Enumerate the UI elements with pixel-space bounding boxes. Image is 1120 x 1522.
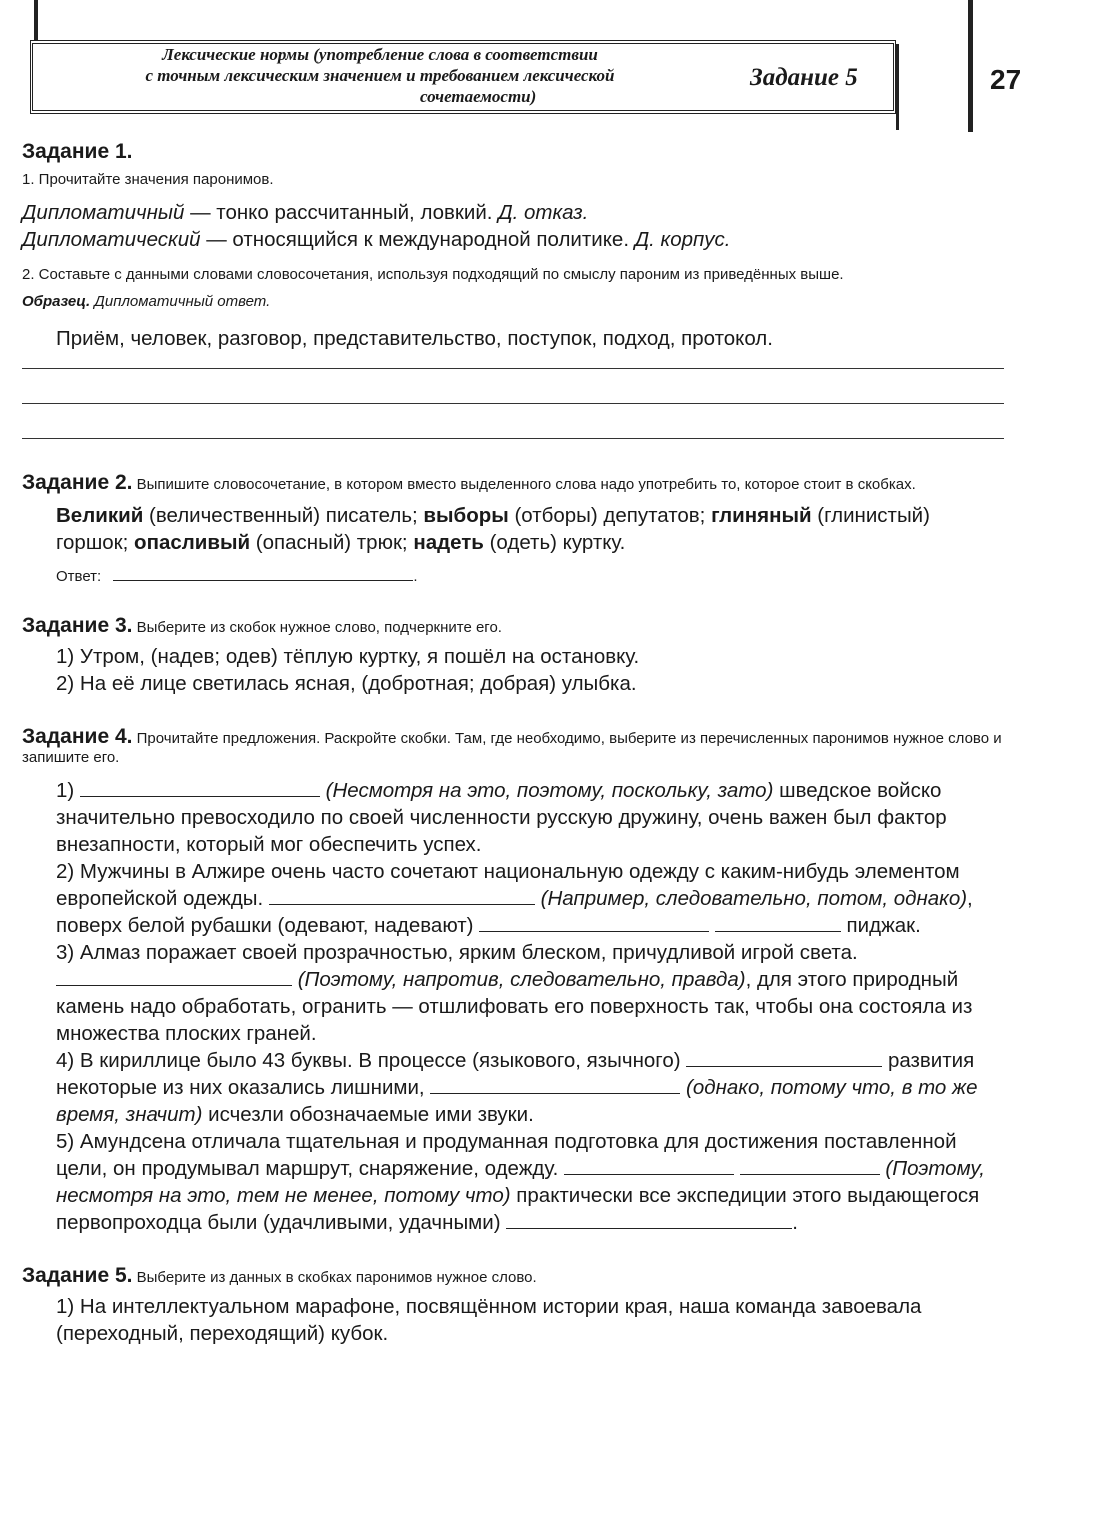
phrase-text: (глинистый) горшок; <box>56 504 930 554</box>
options: (Несмотря на это, поэтому, поскольку, зато) <box>325 779 774 802</box>
task-3 <box>22 616 1004 697</box>
word-list: Приём, человек, разговор, представительство, поступок, подход, протокол. <box>56 327 773 350</box>
sample-label: Образец. <box>22 293 91 310</box>
options: (Например, следовательно, потом, однако) <box>540 887 968 910</box>
topic-line: с точным лексическим значением и требованием лексической <box>145 66 615 85</box>
fill-blank[interactable] <box>479 913 709 932</box>
header-border-left <box>34 0 38 40</box>
paronym-word: Дипломатический <box>22 228 201 251</box>
task-4-instruction: Прочитайте предложения. Раскройте скобки. Там, где необходимо, выберите из перечисленных паронимов нужное слово и запишите его. <box>22 730 1002 766</box>
fill-blank[interactable] <box>740 1156 880 1175</box>
task-5-instruction: Выберите из данных в скобках паронимов нужное слово. <box>132 1269 537 1286</box>
task-4 <box>22 727 1004 1236</box>
highlighted-word: глиняный <box>711 504 812 527</box>
definition-2 <box>22 226 1004 253</box>
task-5-item-1[interactable]: 1) На интеллектуальном марафоне, посвящённом истории края, наша команда завоевала (переходный, переходящий) кубок. <box>56 1295 922 1345</box>
topic-title <box>60 44 700 107</box>
sentence-text: , для этого природный камень надо обработать, огранить — отшлифовать его поверхность так, чтобы она состояла из множества плоских граней. <box>56 968 973 1045</box>
task-3-header <box>22 616 1004 637</box>
fill-blank[interactable] <box>686 1048 882 1067</box>
answer-line-1[interactable] <box>22 368 1004 369</box>
header-divider <box>896 44 899 130</box>
sentence-text: 2) Мужчины в Алжире очень часто сочетают национальную одежду с каким-нибудь элементом европейской одежды. <box>56 860 960 910</box>
sentence-text: практически все экспедиции этого выдающегося первопроходца были (удачливыми, удачными) <box>56 1184 980 1234</box>
sentence-text: пиджак. <box>840 914 921 937</box>
options: (Поэтому, напротив, следовательно, правда) <box>297 968 746 991</box>
answer-line-2[interactable] <box>22 403 1004 404</box>
task-4-sentence-1 <box>22 777 1004 858</box>
fill-blank[interactable] <box>564 1156 734 1175</box>
fill-blank[interactable] <box>80 778 320 797</box>
highlighted-word: выборы <box>423 504 509 527</box>
task-3-item[interactable]: 2) На её лице светилась ясная, (добротная; добрая) улыбка. <box>56 672 637 695</box>
task-4-header <box>22 727 1004 767</box>
answer-row: Ответ: . <box>22 562 1004 586</box>
sample-text: Дипломатичный ответ. <box>90 293 271 310</box>
fill-blank[interactable] <box>269 886 535 905</box>
header-task-label: Задание 5 <box>750 64 858 91</box>
sentence-text: исчезли обозначаемые ими звуки. <box>202 1103 534 1126</box>
sentence-text: шведское войско значительно превосходило по своей численности русскую дружину, очень важен был фактор внезапности, который мог обеспечить успех. <box>56 779 947 856</box>
task-1-item-2: 2. Составьте с данными словами словосочетания, используя подходящий по смыслу пароним из приведённых выше. <box>22 266 844 283</box>
task-4-title: Задание 4. <box>22 725 133 748</box>
task-4-sentence-5 <box>22 1128 1004 1236</box>
phrase-text: (отборы) депутатов; <box>508 504 712 527</box>
fill-blank[interactable] <box>430 1075 680 1094</box>
task-3-title: Задание 3. <box>22 614 133 637</box>
topic-line: сочетаемости) <box>420 87 537 106</box>
options: (однако, потому что, в то же время, значит) <box>56 1076 978 1126</box>
sentence-text: , поверх белой рубашки (одевают, надевают) <box>56 887 973 937</box>
paronym-example: Д. отказ. <box>498 201 589 224</box>
task-1-title: Задание 1. <box>22 140 133 163</box>
task-1-item-1: 1. Прочитайте значения паронимов. <box>22 171 274 188</box>
task-4-sentence-3 <box>22 939 1004 1047</box>
highlighted-word: Великий <box>56 504 144 527</box>
sentence-text: 5) Амундсена отличала тщательная и продуманная подготовка для достижения поставленной цели, он продумывал маршрут, снаряжение, одежду. <box>56 1130 957 1180</box>
phrase-text: (одеть) куртку. <box>483 531 626 554</box>
task-4-sentence-2 <box>22 858 1004 939</box>
task-2-header <box>22 473 1004 494</box>
paronym-meaning: — относящийся к международной политике. <box>200 228 635 251</box>
paronym-word: Дипломатичный <box>22 201 185 224</box>
answer-line-3[interactable] <box>22 438 1004 439</box>
fill-blank[interactable] <box>506 1210 792 1229</box>
answer-label: Ответ: <box>56 568 102 585</box>
paronym-example: Д. корпус. <box>634 228 731 251</box>
phrase-text: (опасный) трюк; <box>250 531 414 554</box>
sentence-text: . <box>792 1211 798 1234</box>
task-1 <box>22 140 1004 439</box>
phrase-text: (величественный) писатель; <box>143 504 424 527</box>
sentence-text: 3) Алмаз поражает своей прозрачностью, ярким блеском, причудливой игрой света. <box>56 941 858 964</box>
task-2-title: Задание 2. <box>22 471 133 494</box>
task-2-phrases <box>22 502 1004 556</box>
task-3-item[interactable]: 1) Утром, (надев; одев) тёплую куртку, я пошёл на остановку. <box>56 645 640 668</box>
highlighted-word: надеть <box>413 531 484 554</box>
highlighted-word: опасливый <box>134 531 251 554</box>
sentence-text: развития некоторые из них оказались лишними, <box>56 1049 975 1099</box>
task-5 <box>22 1266 1004 1347</box>
fill-blank[interactable] <box>56 967 292 986</box>
fill-blank[interactable] <box>715 913 841 932</box>
task-2 <box>22 473 1004 586</box>
task-5-header <box>22 1266 1004 1287</box>
sample <box>22 292 1004 311</box>
page-edge-rule <box>968 0 973 132</box>
sentence-number: 1) <box>56 779 80 802</box>
sentence-text: 4) В кириллице было 43 буквы. В процессе (языкового, язычного) <box>56 1049 687 1072</box>
task-2-instruction: Выпишите словосочетание, в котором вместо выделенного слова надо употребить то, которое стоит в скобках. <box>132 476 916 493</box>
topic-line: Лексические нормы (употребление слова в соответствии <box>162 45 598 64</box>
options: (Поэтому, несмотря на это, тем не менее, потому что) <box>56 1157 985 1207</box>
task-5-title: Задание 5. <box>22 1264 133 1287</box>
answer-blank[interactable] <box>113 562 413 581</box>
page-number: 27 <box>990 64 1022 95</box>
task-3-instruction: Выберите из скобок нужное слово, подчеркните его. <box>132 619 502 636</box>
definition-1 <box>22 199 1004 226</box>
page-content <box>22 140 1004 1347</box>
task-4-sentence-4 <box>22 1047 1004 1128</box>
paronym-meaning: — тонко рассчитанный, ловкий. <box>184 201 499 224</box>
